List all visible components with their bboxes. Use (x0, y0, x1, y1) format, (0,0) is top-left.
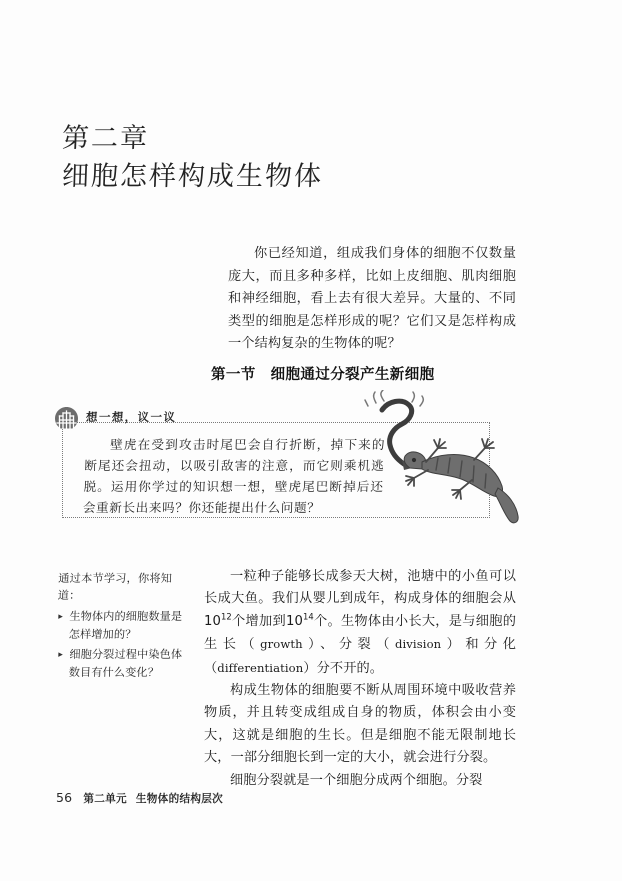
triangle-bullet-icon: ▸ (58, 650, 64, 660)
objective-item (57, 608, 190, 643)
page-footer (56, 790, 223, 806)
paragraph1-segment: ）、分裂（ (302, 637, 395, 653)
objective-text: 生物体内的细胞数量是怎样增加的？ (68, 610, 183, 641)
objective-item (57, 646, 190, 681)
think-and-discuss-block (54, 400, 494, 525)
term-growth: growth (260, 637, 303, 652)
exponent-14: 14 (302, 611, 314, 622)
body-paragraph-2: 构成生物体的细胞要不断从周围环境中吸收营养物质，并且转变成组成自身的物质，体积会由小变大，这就是细胞的生长。但是细胞不能无限制地长大，一部分细胞长到一定的大小，就会进行分裂。 (204, 683, 516, 766)
section-heading: 第一节 细胞通过分裂产生新细胞 (211, 367, 435, 383)
footer-unit: 第二单元 (83, 793, 127, 805)
think-block-label: 想一想，议一议 (85, 410, 177, 424)
paragraph1-segment: 一粒种子能够长成参天大树，池塘中的小鱼可以长成大鱼。我们从婴儿到成年，构成身体的细胞会从10 (204, 569, 516, 629)
paragraph1-segment: ）和分化（ (204, 637, 516, 676)
learning-objectives-sidebar (58, 570, 190, 684)
objectives-title: 通过本节学习，你将知道： (57, 572, 173, 602)
chapter-number: 第二章 (61, 123, 150, 154)
think-block-text: 壁虎在受到攻击时尾巴会自行折断，掉下来的断尾还会扭动，以吸引敌害的注意，而它则乘机逃脱。运用你学过的知识想一想，壁虎尾巴断掉后还会重新长出来吗？你还能提出什么问题？ (82, 437, 386, 515)
body-paragraph-1 (204, 566, 516, 680)
paragraph1-segment: 个。生物体由小长大，是与细胞的生长（ (204, 613, 516, 653)
body-paragraph-3: 细胞分裂就是一个细胞分成两个细胞。分裂 (230, 772, 483, 788)
body-column (204, 566, 516, 792)
page-number: 56 (56, 790, 73, 805)
term-division: division (394, 637, 442, 652)
exponent-12: 12 (220, 611, 232, 622)
seal-maze-icon (54, 405, 79, 430)
term-differentiation: differentiation (217, 660, 304, 675)
intro-paragraph: 你已经知道，组成我们身体的细胞不仅数量庞大，而且多种多样，比如上皮细胞、肌肉细胞和神经细胞，看上去有很大差异。大量的、不同类型的细胞是怎样形成的呢？它们又是怎样构成一个结构复杂的生物体的呢？ (228, 246, 516, 351)
think-block-header (54, 404, 176, 430)
objective-text: 细胞分裂过程中染色体数目有什么变化？ (68, 648, 183, 679)
chapter-title (62, 120, 482, 197)
paragraph1-segment: 个增加到10 (231, 613, 303, 629)
footer-unit-title: 生物体的结构层次 (135, 793, 224, 805)
paragraph1-segment: ）分不开的。 (303, 660, 384, 676)
triangle-bullet-icon: ▸ (58, 612, 64, 622)
chapter-name: 细胞怎样构成生物体 (61, 161, 324, 193)
